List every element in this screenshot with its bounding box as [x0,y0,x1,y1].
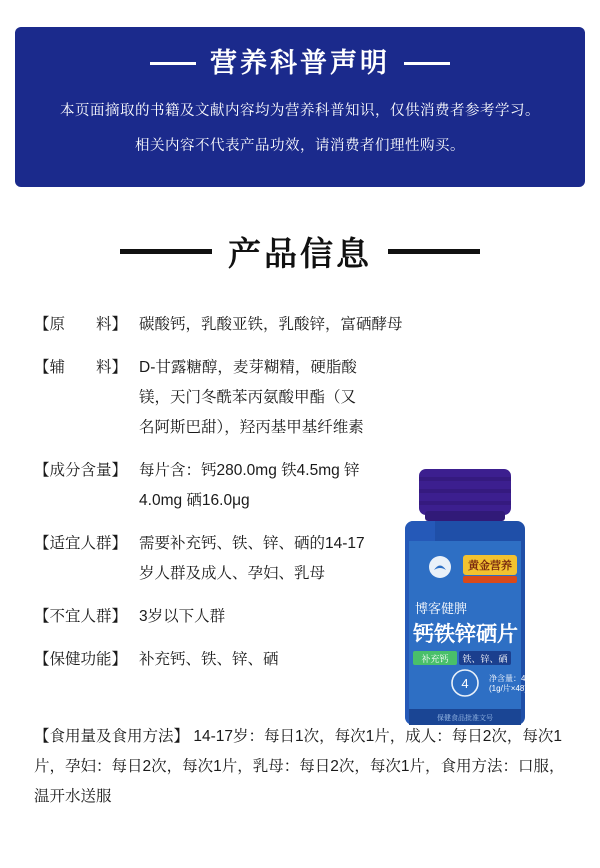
svg-text:铁、锌、硒: 铁、锌、硒 [462,654,508,664]
svg-text:净含量：48g: 净含量：48g [489,674,535,683]
banner-line-2: 相关内容不代表产品功效，请消费者们理性购买。 [135,138,465,155]
section-right-rule [388,249,480,254]
info-value: 每片含：钙280.0mg 铁4.5mg 锌4.0mg 硒16.0μg [139,462,360,509]
section-title-row [0,228,600,275]
svg-text:博客健脾: 博客健脾 [415,601,468,616]
info-value: D-甘露糖醇，麦芽糊精，硬脂酸镁，天门冬酰苯丙氨酸甲酯（又名阿斯巴甜），羟丙基甲基纤维素 [139,359,364,436]
banner-line-1: 本页面摘取的书籍及文献内容均为营养科普知识，仅供消费者参考学习。 [60,102,540,119]
svg-text:保健食品批准文号: 保健食品批准文号 [437,715,493,722]
info-label: 【保健功能】 [34,651,128,668]
svg-text:4: 4 [461,676,469,691]
info-value: 需要补充钙、铁、锌、硒的14-17岁人群及成人、孕妇、乳母 [139,535,365,582]
svg-text:黄金营养: 黄金营养 [468,560,512,572]
info-label: 【辅 料】 [34,359,128,376]
info-row-excipients [34,353,570,443]
info-label: 【原 料】 [34,316,128,333]
svg-text:补充钙: 补充钙 [421,654,449,664]
svg-text:(1g/片×48): (1g/片×48) [489,684,528,693]
nutrition-disclaimer-banner [15,27,585,187]
page-title: 产品信息 [228,235,372,272]
info-value: 补充钙、铁、锌、硒 [139,651,279,668]
banner-title: 营养科普声明 [210,48,390,78]
info-row-usage [34,722,574,812]
banner-title-row [33,49,567,79]
info-label: 【不宜人群】 [34,608,128,625]
banner-left-rule [150,62,196,65]
info-value: 碳酸钙，乳酸亚铁，乳酸锌，富硒酵母 [139,316,403,333]
info-label: 【适宜人群】 [34,535,128,552]
info-row-ingredients [34,310,570,340]
usage-value: 14-17岁：每日1次，每次1片，成人：每日2次，每次1片，孕妇：每日2次，每次1片，乳母：每日2次，每次1片，食用方法：口服，温开水送服 [34,728,565,805]
usage-label: 【食用量及食用方法】 [34,728,190,745]
section-left-rule [120,249,212,254]
product-bottle-image [385,467,545,729]
info-label: 【成分含量】 [34,462,128,479]
svg-text:钙铁锌硒片: 钙铁锌硒片 [413,623,518,646]
info-value: 3岁以下人群 [139,608,226,625]
banner-right-rule [404,62,450,65]
